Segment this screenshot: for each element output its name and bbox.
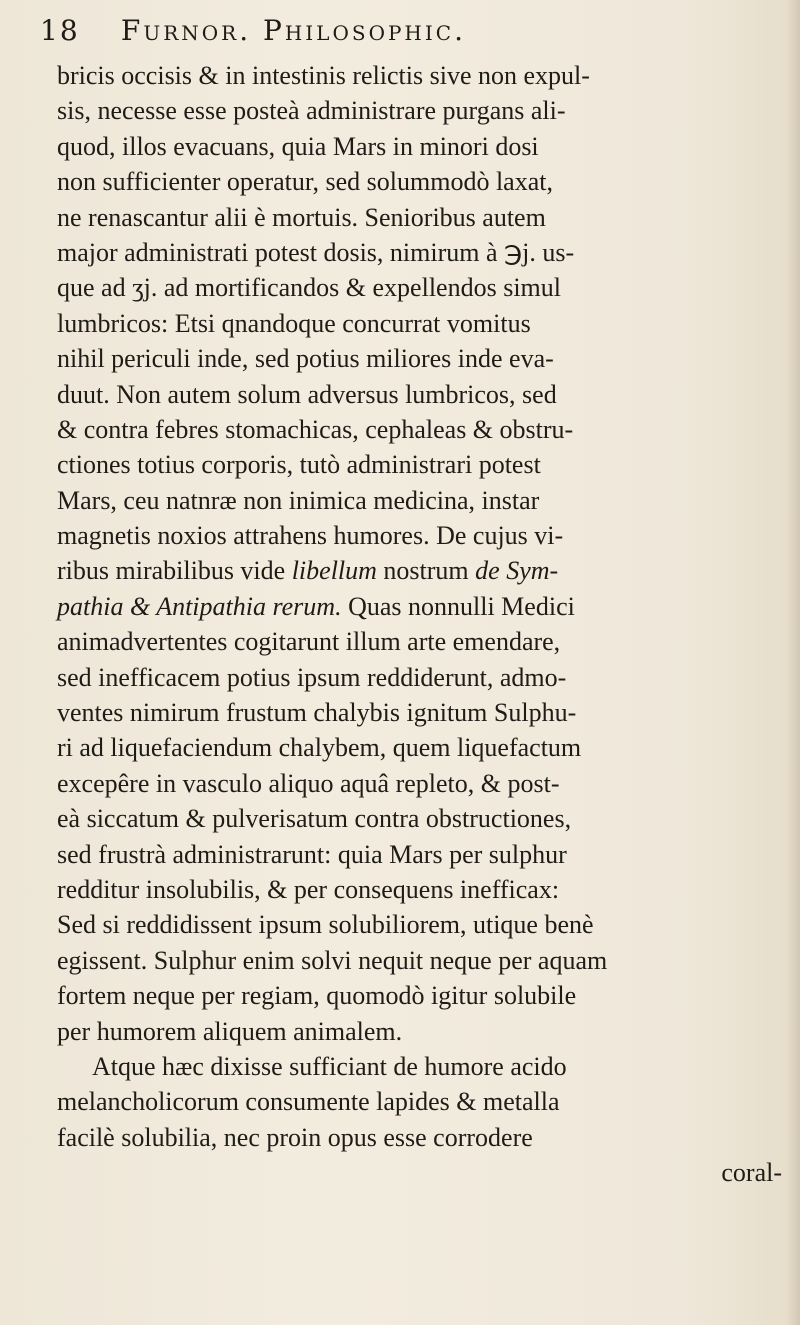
text-line: Atque hæc dixisse sufficiant de humore acido <box>92 1051 567 1081</box>
text-line: ribus mirabilibus vide libellum nostrum de Sym- <box>57 556 559 586</box>
text-line: ne renascantur alii è mortuis. Senioribus autem <box>57 202 546 232</box>
text-line: lumbricos: Etsi qnandoque concurrat vomitus <box>57 308 531 338</box>
text-line: & contra febres stomachicas, cephaleas & obstru- <box>57 414 574 444</box>
text-line: que ad ʒj. ad mortificandos & expellendos simul <box>57 273 561 303</box>
text-line: sed frustrà administrarunt: quia Mars per sulphur <box>57 839 567 869</box>
text-line: fortem neque per regiam, quomodò igitur solubile <box>57 981 577 1011</box>
text-line: quod, illos evacuans, quia Mars in minori dosi <box>57 131 539 161</box>
text-line: ri ad liquefaciendum chalybem, quem liquefactum <box>57 733 582 763</box>
text-line: per humorem aliquem animalem. <box>57 1016 403 1046</box>
running-title: Furnor. Philosophic. <box>120 14 466 47</box>
text-line: eà siccatum & pulverisatum contra obstructiones, <box>57 804 572 834</box>
text-line: major administrati potest dosis, nimirum à ℈j. us- <box>57 237 575 267</box>
text-line: egissent. Sulphur enim solvi nequit neque per aquam <box>57 945 608 975</box>
text-line: sis, necesse esse posteà administrare purgans ali- <box>57 96 566 126</box>
body-text <box>57 58 797 1191</box>
text-line: animadvertentes cogitarunt illum arte emendare, <box>57 627 561 657</box>
text-line: sed inefficacem potius ipsum reddiderunt, admo- <box>57 662 567 692</box>
text-line: Sed si reddidissent ipsum solubiliorem, utique benè <box>57 910 594 940</box>
text-line: duut. Non autem solum adversus lumbricos, sed <box>57 379 557 409</box>
text-line: nihil periculi inde, sed potius miliores inde eva- <box>57 344 554 374</box>
page-number: 18 <box>40 14 80 47</box>
text-line: melancholicorum consumente lapides & metalla <box>57 1087 560 1117</box>
text-line: magnetis noxios attrahens humores. De cujus vi- <box>57 521 564 551</box>
text-line: excepêre in vasculo aliquo aquâ repleto, & post- <box>57 768 560 798</box>
text-line: ventes nimirum frustum chalybis ignitum Sulphu- <box>57 698 577 728</box>
text-line: Mars, ceu natnræ non inimica medicina, instar <box>57 485 540 515</box>
catchword: coral- <box>721 1158 782 1188</box>
text-line: ctiones totius corporis, tutò administrari potest <box>57 450 541 480</box>
text-line: non sufficienter operatur, sed solummodò laxat, <box>57 167 553 197</box>
page-header <box>40 14 780 58</box>
text-line: facilè solubilia, nec proin opus esse corrodere <box>57 1122 533 1152</box>
text-line: redditur insolubilis, & per consequens inefficax: <box>57 874 560 904</box>
text-line: bricis occisis & in intestinis relictis sive non expul- <box>57 61 590 90</box>
page-edge-shadow <box>786 0 800 1325</box>
text-line: pathia & Antipathia rerum. Quas nonnulli Medici <box>57 591 575 621</box>
